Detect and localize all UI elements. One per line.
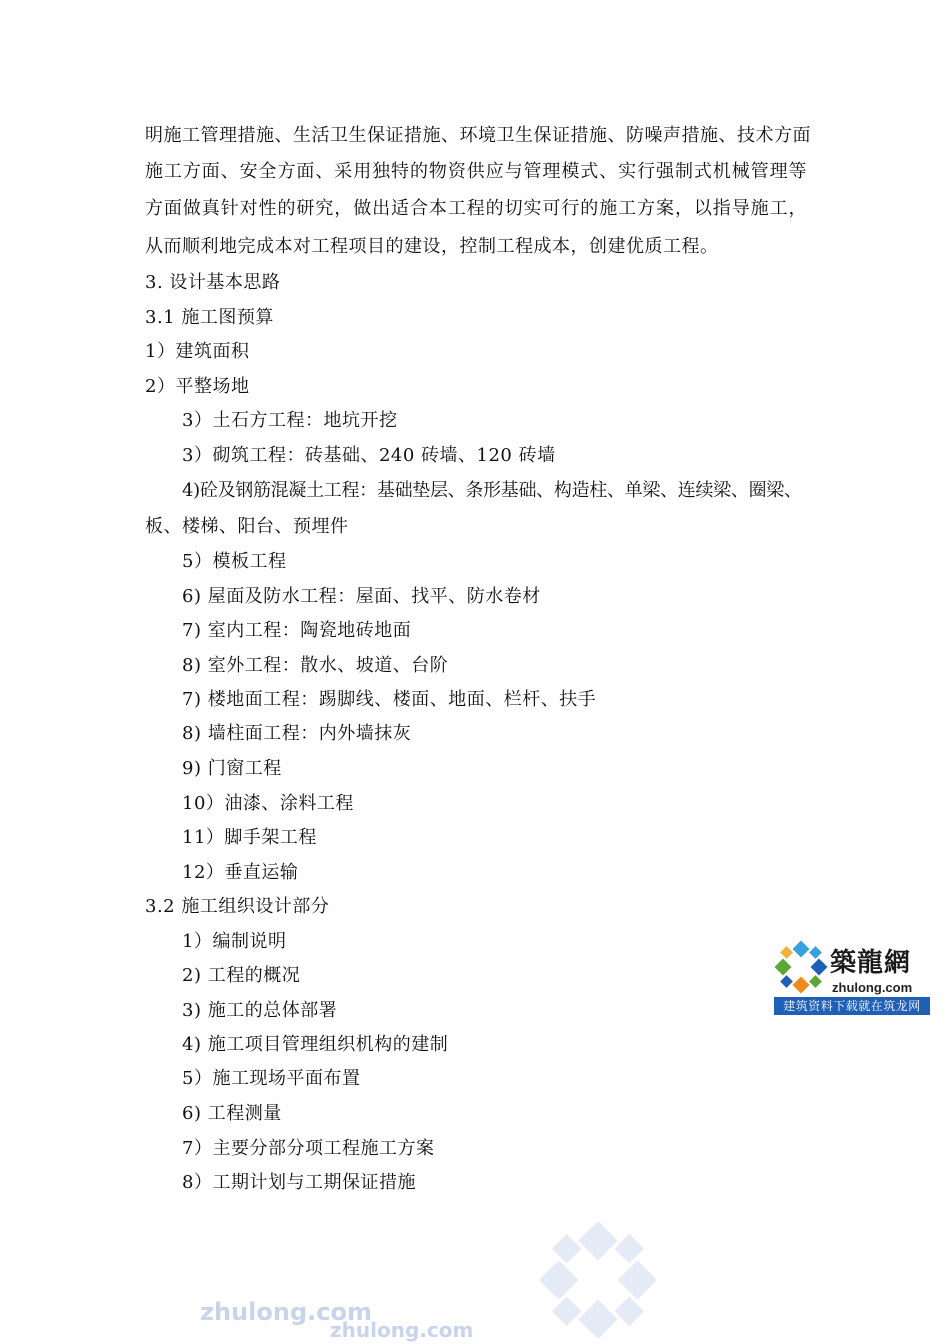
list-item: 8) 墙柱面工程：内外墙抹灰 [182, 723, 412, 744]
list-item: 11）脚手架工程 [182, 827, 317, 848]
watermark-text: zhulong.com [200, 1298, 372, 1326]
paragraph-line: 明施工管理措施、生活卫生保证措施、环境卫生保证措施、防噪声措施、技术方面 [145, 125, 811, 146]
list-item: 1）编制说明 [182, 931, 287, 952]
list-item: 1）建筑面积 [145, 341, 250, 362]
list-item: 3）砌筑工程：砖基础、240 砖墙、120 砖墙 [182, 445, 556, 466]
list-item: 12）垂直运输 [182, 862, 299, 883]
list-item: 3) 施工的总体部署 [182, 1000, 338, 1021]
list-item: 8) 室外工程：散水、坡道、台阶 [182, 655, 449, 676]
list-item: 9) 门窗工程 [182, 758, 282, 779]
logo-domain: zhulong.com [832, 980, 913, 995]
subsection-heading: 3.1 施工图预算 [145, 307, 274, 328]
list-item: 2) 工程的概况 [182, 965, 301, 986]
list-item: 2）平整场地 [145, 376, 250, 397]
paragraph-line: 从而顺利地完成本对工程项目的建设，控制工程成本，创建优质工程。 [145, 236, 719, 257]
logo-slogan: 建筑资料下载就在筑龙网 [774, 997, 930, 1015]
list-item: 6) 屋面及防水工程：屋面、找平、防水卷材 [182, 586, 541, 607]
list-item: 4) 施工项目管理组织机构的建制 [182, 1034, 449, 1055]
paragraph-line: 方面做真针对性的研究，做出适合本工程的切实可行的施工方案，以指导施工， [145, 198, 807, 219]
list-item-continuation: 板、楼梯、阳台、预埋件 [145, 516, 349, 537]
list-item: 3）土石方工程：地坑开挖 [182, 410, 398, 431]
section-heading: 3. 设计基本思路 [145, 272, 281, 293]
list-item: 7）主要分部分项工程施工方案 [182, 1138, 435, 1159]
watermark-text: zhulong.com [330, 1318, 474, 1342]
watermark-emblem-icon [540, 1222, 656, 1338]
list-item: 7) 楼地面工程：踢脚线、楼面、地面、栏杆、扶手 [182, 689, 597, 710]
list-item: 6) 工程测量 [182, 1103, 282, 1124]
paragraph-line: 施工方面、安全方面、采用独特的物资供应与管理模式、实行强制式机械管理等 [145, 161, 807, 182]
list-item: 8）工期计划与工期保证措施 [182, 1172, 416, 1193]
list-item: 5）模板工程 [182, 551, 287, 572]
list-item: 7) 室内工程：陶瓷地砖地面 [182, 620, 412, 641]
logo-emblem-icon [774, 940, 828, 994]
list-item: 10）油漆、涂料工程 [182, 793, 354, 814]
subsection-heading: 3.2 施工组织设计部分 [145, 896, 330, 917]
zhulong-logo[interactable] [772, 938, 930, 1016]
logo-name: 築龍網 [830, 948, 912, 978]
list-item: 5）施工现场平面布置 [182, 1068, 361, 1089]
list-item: 4)砼及钢筋混凝土工程：基础垫层、条形基础、构造柱、单梁、连续梁、圈梁、 [182, 480, 802, 501]
